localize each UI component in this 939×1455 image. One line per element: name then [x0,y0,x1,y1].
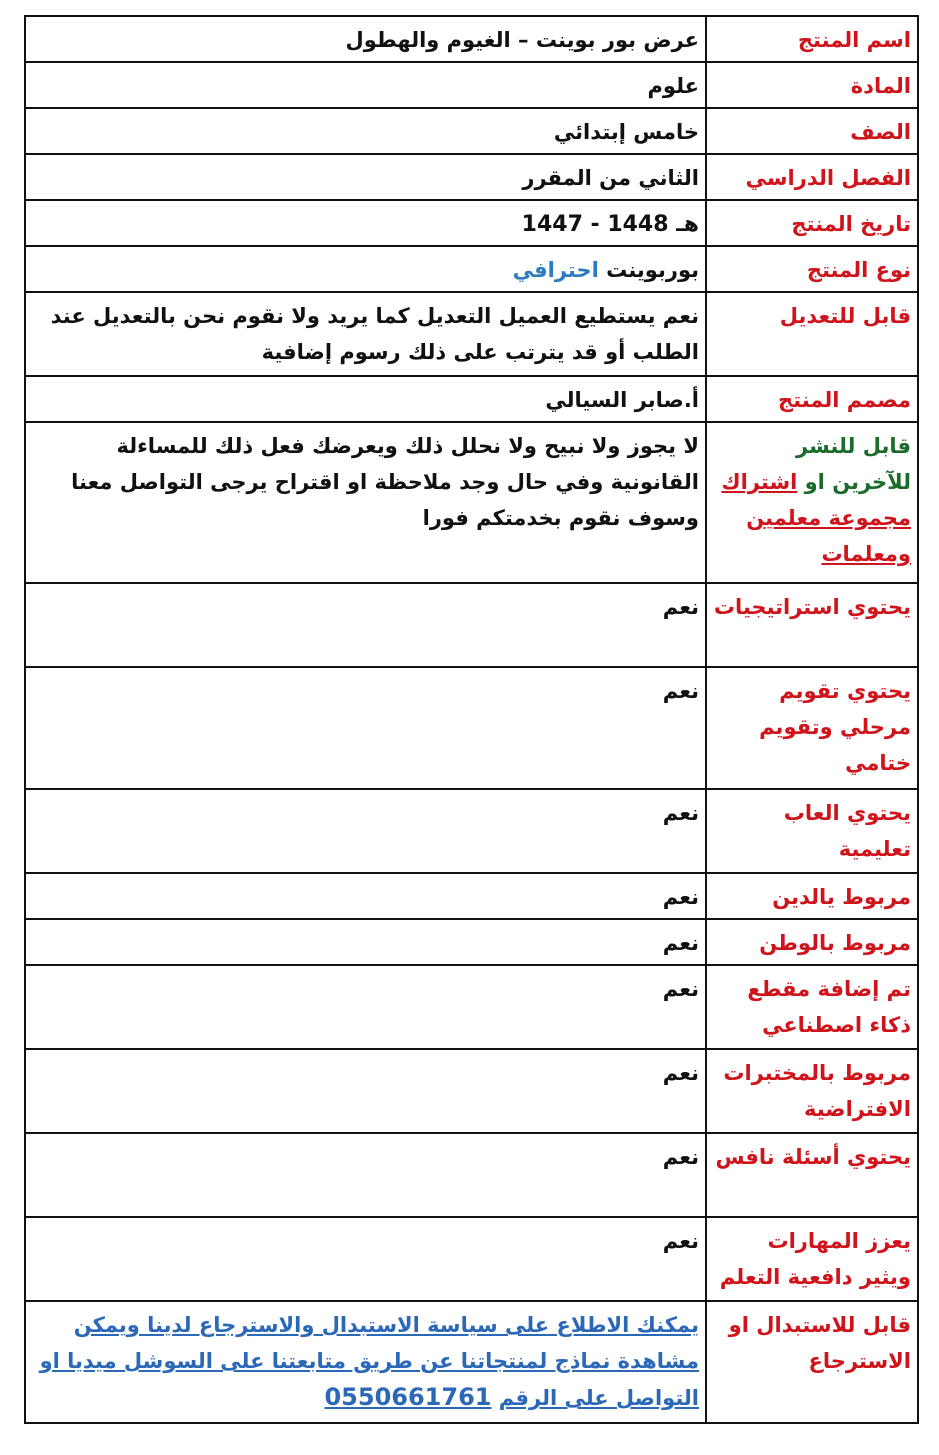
row-religion [25,873,918,919]
row-product-name [25,16,918,62]
value-nafes: نعم [25,1133,706,1217]
product-spec-table [24,15,919,1424]
label-date: تاريخ المنتج [706,200,918,246]
row-strategies [25,583,918,667]
value-product-name: عرض بور بوينت – الغيوم والهطول [25,16,706,62]
label-religion: مربوط يالدين [706,873,918,919]
label-editable: قابل للتعديل [706,292,918,376]
date-range-text: 1447 - 1448 هـ [521,212,699,237]
label-subject: المادة [706,62,918,108]
value-games: نعم [25,789,706,873]
row-publish [25,422,918,583]
value-publish: لا يجوز ولا نبيح ولا نحلل ذلك ويعرضك فعل ذلك للمساءلة القانونية وفي حال وجد ملاحظة او اقتراح يرجى التواصل معنا وسوف نقوم بخدمتكم فورا [25,422,706,583]
label-labs: مربوط بالمختبرات الافتراضية [706,1049,918,1133]
row-labs [25,1049,918,1133]
row-games [25,789,918,873]
label-ai-clip: تم إضافة مقطع ذكاء اصطناعي [706,965,918,1049]
row-type [25,246,918,292]
value-semester: الثاني من المقرر [25,154,706,200]
row-grade [25,108,918,154]
label-publish [706,422,918,583]
row-editable [25,292,918,376]
publish-label-b: للآخرين [832,470,911,494]
label-product-name: اسم المنتج [706,16,918,62]
publish-label-d: اشتراك مجموعة معلمين ومعلمات [721,470,911,566]
label-designer: مصمم المنتج [706,376,918,422]
value-ai-clip: نعم [25,965,706,1049]
publish-label-a: قابل للنشر [795,434,911,458]
row-ai-clip [25,965,918,1049]
value-exchange [25,1301,706,1423]
label-exchange: قابل للاستبدال او الاسترجاع [706,1301,918,1423]
label-assessment: يحتوي تقويم مرحلي وتقويم ختامي [706,667,918,789]
type-badge: احترافي [512,258,599,282]
label-grade: الصف [706,108,918,154]
value-labs: نعم [25,1049,706,1133]
value-homeland: نعم [25,919,706,965]
value-type [25,246,706,292]
exchange-policy-link[interactable]: يمكنك الاطلاع على سياسة الاستبدال والاسترجاع لدينا ويمكن مشاهدة نماذج لمنتجاتنا عن طريق متابعتنا على السوشل ميديا او التواصل على الرقم [39,1313,699,1410]
row-date [25,200,918,246]
row-exchange [25,1301,918,1423]
row-skills [25,1217,918,1301]
row-subject [25,62,918,108]
label-type: نوع المنتج [706,246,918,292]
label-nafes: يحتوي أسئلة نافس [706,1133,918,1217]
value-editable: نعم يستطيع العميل التعديل كما يريد ولا نقوم نحن بالتعديل عند الطلب أو قد يترتب على ذلك رسوم إضافية [25,292,706,376]
label-homeland: مربوط بالوطن [706,919,918,965]
value-religion: نعم [25,873,706,919]
value-skills: نعم [25,1217,706,1301]
value-assessment: نعم [25,667,706,789]
phone-number-link[interactable]: 0550661761 [324,1383,492,1411]
row-nafes [25,1133,918,1217]
value-designer: أ.صابر السيالي [25,376,706,422]
value-date [25,200,706,246]
value-strategies: نعم [25,583,706,667]
label-games: يحتوي العاب تعليمية [706,789,918,873]
label-strategies: يحتوي استراتيجيات [706,583,918,667]
publish-label-c: او [804,470,825,494]
label-semester: الفصل الدراسي [706,154,918,200]
row-semester [25,154,918,200]
value-grade: خامس إبتدائي [25,108,706,154]
row-assessment [25,667,918,789]
row-designer [25,376,918,422]
value-subject: علوم [25,62,706,108]
type-name: بوربوينت [606,258,699,282]
row-homeland [25,919,918,965]
label-skills: يعزز المهارات ويثير دافعية التعلم [706,1217,918,1301]
